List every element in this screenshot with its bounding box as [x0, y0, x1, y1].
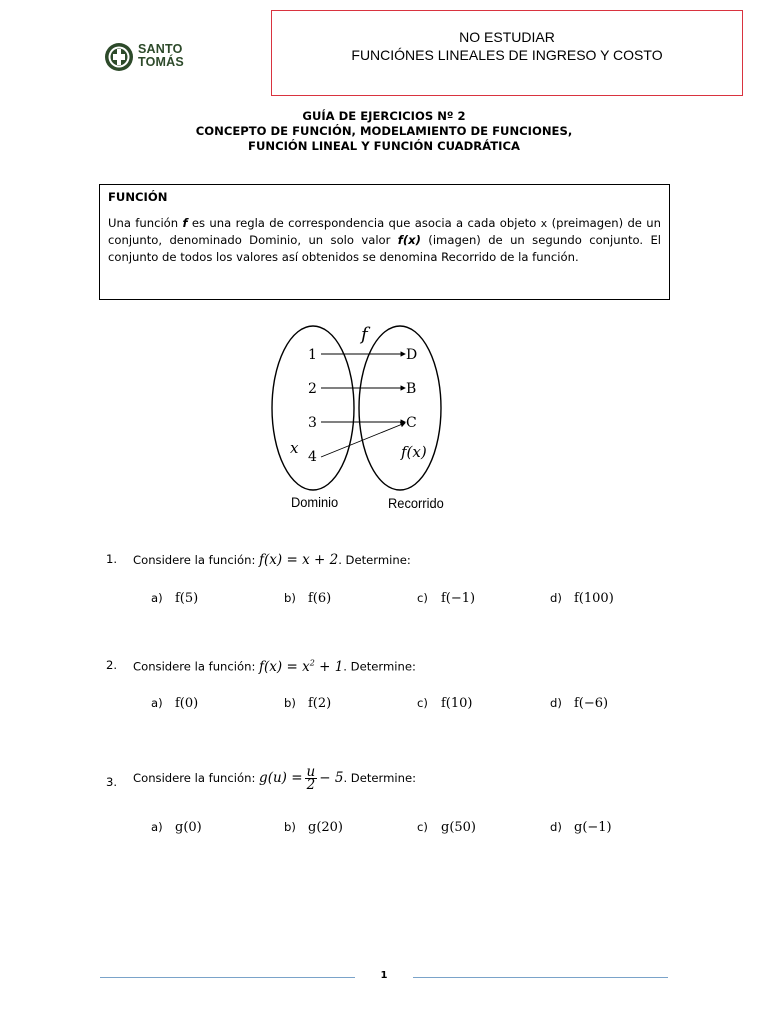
option-d: d) f(100)	[550, 591, 614, 606]
title-line-3: FUNCIÓN LINEAL Y FUNCIÓN CUADRÁTICA	[248, 139, 520, 153]
option-c: c) f(10)	[417, 696, 473, 711]
option-b: b) f(6)	[284, 591, 332, 606]
option-c: c) f(−1)	[417, 591, 476, 606]
footer-line-left	[100, 977, 355, 978]
notice-line-2: FUNCIÓNES LINEALES DE INGRESO Y COSTO	[351, 47, 663, 63]
fraction: $\frac{u}{2}$	[306, 764, 316, 793]
range-caption: Recorrido	[388, 495, 444, 512]
logo-text: SANTO TOMÁS	[138, 42, 184, 69]
exercise-3-options	[151, 820, 711, 840]
option-d: d) f(−6)	[550, 696, 609, 711]
definition-text: Una función f es una regla de correspondencia que asocia a cada objeto x (preimagen) de un conjunto, denominado Dominio, un solo valor f(x) (imagen) de un segundo conjunto. El conjunto de todos los valores así obtenidos se denomina Recorrido de la función.	[108, 216, 661, 264]
option-c: c) g(50)	[417, 820, 477, 835]
exercise-statement: Considere la función: g(u) = $\frac{u}{2}$ − 5. Determine:	[133, 764, 417, 793]
seal-icon	[104, 42, 134, 72]
f-label: f	[361, 324, 368, 345]
range-element-d: D	[406, 347, 418, 363]
option-a: a) g(0)	[151, 820, 202, 835]
domain-element-1: 1	[308, 347, 317, 363]
exercise-number: 2.	[106, 658, 118, 672]
function-diagram	[255, 318, 495, 518]
definition-heading: FUNCIÓN	[108, 190, 168, 204]
santo-tomas-logo	[104, 42, 194, 74]
exercise-statement: Considere la función: $f(x) = x^2 + 1$. Determine:	[133, 658, 416, 675]
exercise-1-options	[151, 591, 711, 611]
x-label: x	[290, 439, 299, 457]
title-line-2: CONCEPTO DE FUNCIÓN, MODELAMIENTO DE FUNCIONES,	[195, 124, 573, 138]
exercise-number: 3.	[106, 775, 118, 789]
exercise-number: 1.	[106, 552, 118, 566]
arrow-4-c	[321, 423, 405, 457]
domain-element-4: 4	[308, 449, 317, 465]
range-ellipse	[359, 326, 441, 490]
page-number: 1	[380, 970, 388, 981]
option-b: b) g(20)	[284, 820, 344, 835]
fx-label: f(x)	[401, 443, 427, 461]
exercise-statement: Considere la función: f(x) = x + 2. Determine:	[133, 552, 411, 568]
domain-caption: Dominio	[291, 494, 339, 511]
domain-element-2: 2	[308, 381, 317, 397]
option-a: a) f(5)	[151, 591, 199, 606]
range-element-c: C	[406, 415, 417, 431]
option-d: d) g(−1)	[550, 820, 612, 835]
footer-line-right	[413, 977, 668, 978]
range-element-b: B	[406, 381, 417, 397]
option-a: a) f(0)	[151, 696, 199, 711]
notice-box	[271, 10, 743, 96]
domain-element-3: 3	[308, 415, 317, 431]
title-line-1: GUÍA DE EJERCICIOS Nº 2	[302, 109, 466, 123]
notice-line-1: NO ESTUDIAR	[459, 29, 555, 45]
exercise-2-options	[151, 696, 711, 716]
definition-box	[99, 184, 670, 300]
page-title	[100, 109, 668, 154]
option-b: b) f(2)	[284, 696, 332, 711]
